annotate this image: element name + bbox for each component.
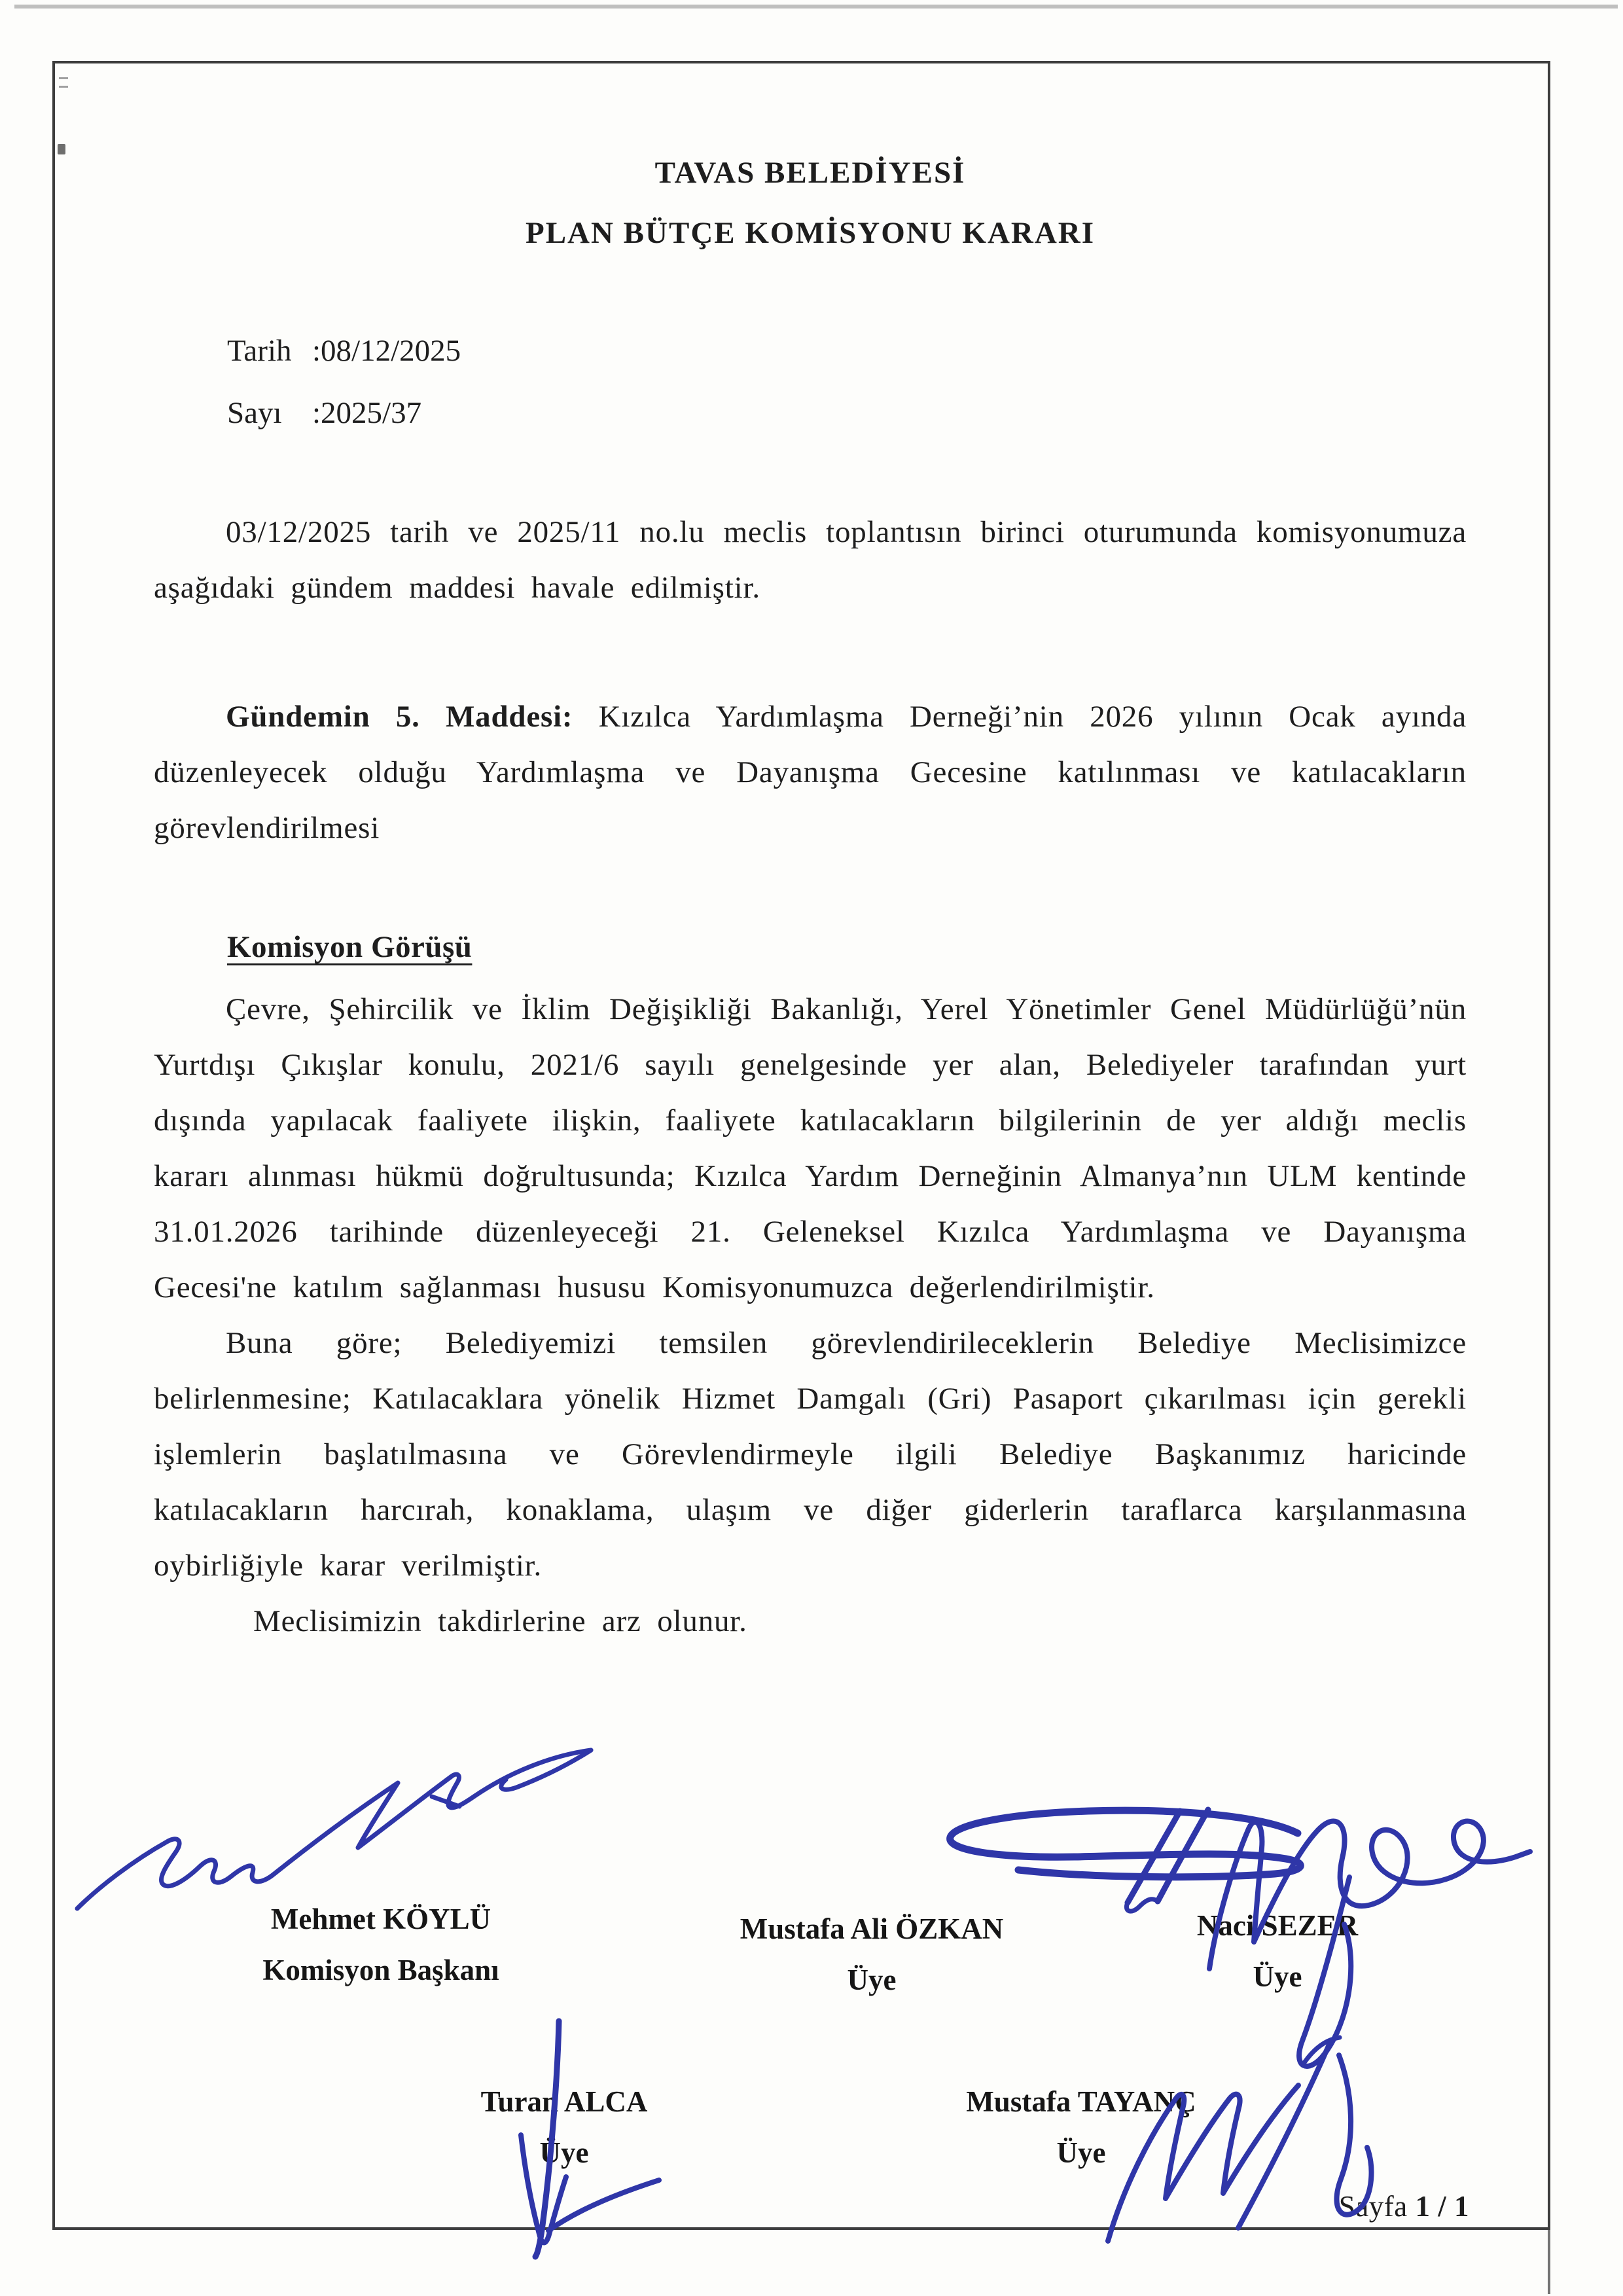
scan-artifact-top-streak (14, 5, 1618, 9)
signatory-title: Üye (1056, 2136, 1106, 2169)
signatory-block-tayanc (826, 2076, 1336, 2178)
signatory-name: Mustafa Ali ÖZKAN (740, 1912, 1004, 1945)
document-meta (227, 333, 1467, 431)
signatory-block-koylu (126, 1893, 636, 1996)
date-label: Tarih (227, 334, 292, 368)
document-title-line1: TAVAS BELEDİYESİ (654, 156, 966, 190)
date-value: :08/12/2025 (312, 334, 461, 368)
date-row (227, 333, 1467, 369)
number-value: :2025/37 (312, 396, 422, 430)
scan-artifact-border-stub (1548, 2229, 1550, 2294)
agenda-paragraph (154, 689, 1467, 856)
number-label: Sayı (227, 396, 282, 430)
signatory-block-alca (309, 2076, 819, 2178)
signatory-title: Komisyon Başkanı (262, 1954, 499, 1986)
agenda-item-label: Gündemin 5. Maddesi: (226, 700, 573, 734)
signatory-block-sezer (1022, 1900, 1533, 2002)
opinion-paragraph-2: Buna göre; Belediyemizi temsilen görevlendirileceklerin Belediye Meclisimizce belirlenmesine; Katılacaklara yönelik Hizmet Damgalı (Gri) Pasaport çıkarılması için gerekli işlemlerin başlatılmasına ve Görevlendirmeyle ilgili Belediye Başkanımız haricinde katılacakların harcırah, konaklama, ulaşım ve diğer giderlerin taraflarca karşılanmasına oybirliğiyle karar verilmiştir. (154, 1326, 1467, 1583)
number-row (227, 395, 1467, 431)
document-body (154, 63, 1467, 1649)
page-number (1339, 2189, 1469, 2223)
agenda-item-text: Kızılca Yardımlaşma Derneği’nin 2026 yılının Ocak ayında düzenleyecek olduğu Yardımlaşma ve Dayanışma Gecesine katılınması ve katılacakların görevlendirilmesi (154, 700, 1467, 845)
closing-line: Meclisimizin takdirlerine arz olunur. (253, 1604, 747, 1638)
signatory-name: Mustafa TAYANÇ (966, 2085, 1196, 2118)
opinion-paragraph-1: Çevre, Şehircilik ve İklim Değişikliği Bakanlığı, Yerel Yönetimler Genel Müdürlüğü’nün Yurtdışı Çıkışlar konulu, 2021/6 sayılı genelgesinde yer alan, Belediyeler tarafından yurt dışında yapılacak faaliyete ilişkin, faaliyete katılacakların bilgilerinin de yer aldığı meclis kararı alınması hükmü doğrultusunda; Kızılca Yardım Derneğinin Almanya’nın ULM kentinde 31.01.2026 tarihinde düzenleyeceği 21. Geleneksel Kızılca Yardımlaşma ve Dayanışma Gecesi'ne katılım sağlanması hususu Komisyonumuzca değerlendirilmiştir. (154, 992, 1467, 1304)
page-number-value: 1 / 1 (1415, 2190, 1469, 2223)
signatory-title: Üye (847, 1964, 897, 1996)
signatory-name: Naci SEZER (1196, 1909, 1359, 1942)
signatory-title: Üye (1253, 1960, 1302, 1993)
signatory-title: Üye (539, 2136, 589, 2169)
document-title-line2: PLAN BÜTÇE KOMİSYONU KARARI (525, 216, 1096, 250)
page-number-label: Sayfa (1338, 2190, 1408, 2223)
signatory-name: Mehmet KÖYLÜ (270, 1903, 491, 1935)
opinion-heading: Komisyon Görüşü (227, 930, 473, 964)
intro-paragraph: 03/12/2025 tarih ve 2025/11 no.lu meclis toplantısın birinci oturumunda komisyonumuza aşağıdaki gündem maddesi havale edilmiştir. (154, 515, 1467, 605)
signatory-name: Turan ALCA (480, 2085, 648, 2118)
